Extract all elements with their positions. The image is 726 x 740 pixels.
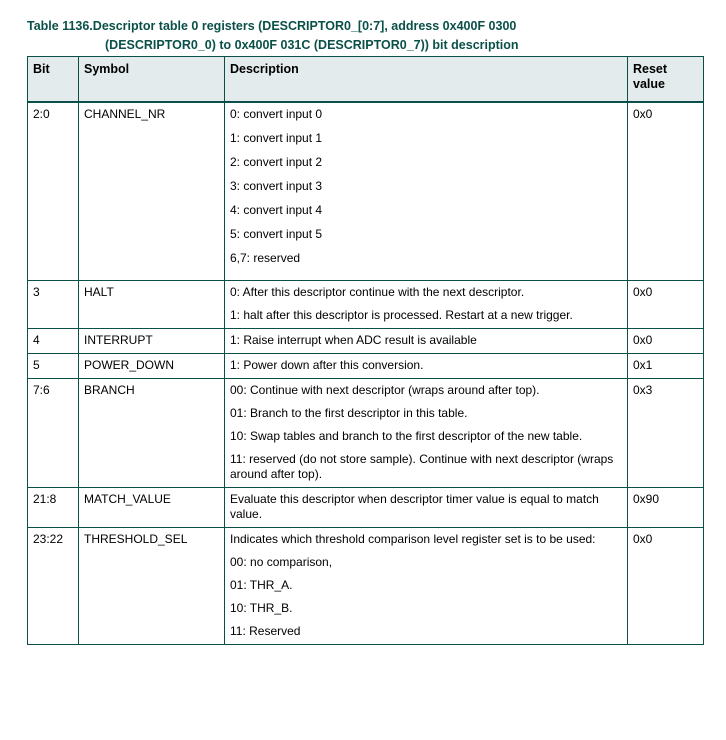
description-line: 00: no comparison, [230, 555, 333, 569]
table-body [28, 102, 704, 645]
table-row [28, 488, 704, 528]
cell-bit: 4 [28, 329, 79, 354]
column-header-reset-value: Reset value [628, 57, 704, 103]
cell-description [225, 379, 628, 488]
description-line: 1: Power down after this conversion. [230, 358, 424, 372]
cell-description [225, 354, 628, 379]
table-row [28, 102, 704, 281]
cell-symbol: BRANCH [79, 379, 225, 488]
description-line: 1: Raise interrupt when ADC result is available [230, 333, 477, 347]
cell-symbol: INTERRUPT [79, 329, 225, 354]
cell-description [225, 488, 628, 528]
description-line: 1: halt after this descriptor is processed. Restart at a new trigger. [230, 308, 573, 322]
table-caption [27, 17, 703, 55]
cell-reset-value: 0x0 [628, 281, 704, 329]
column-header-bit: Bit [28, 57, 79, 103]
cell-reset-value: 0x90 [628, 488, 704, 528]
cell-reset-value: 0x3 [628, 379, 704, 488]
register-bit-description-table [27, 56, 704, 645]
column-header-symbol: Symbol [79, 57, 225, 103]
cell-reset-value: 0x1 [628, 354, 704, 379]
cell-reset-value: 0x0 [628, 329, 704, 354]
cell-symbol: POWER_DOWN [79, 354, 225, 379]
description-line: 3: convert input 3 [230, 179, 323, 193]
description-line: 2: convert input 2 [230, 155, 323, 169]
table-row [28, 329, 704, 354]
cell-reset-value: 0x0 [628, 528, 704, 645]
table-row [28, 379, 704, 488]
description-line: 11: Reserved [230, 624, 301, 638]
description-line: 10: Swap tables and branch to the first descriptor of the new table. [230, 429, 583, 443]
cell-description [225, 528, 628, 645]
column-header-description: Description [225, 57, 628, 103]
description-line: 01: THR_A. [230, 578, 293, 592]
cell-description [225, 281, 628, 329]
description-line: 10: THR_B. [230, 601, 293, 615]
table-row [28, 281, 704, 329]
cell-bit: 23:22 [28, 528, 79, 645]
cell-bit: 7:6 [28, 379, 79, 488]
table-caption-line-1: Descriptor table 0 registers (DESCRIPTOR0_[0:7], address 0x400F 0300 [92, 19, 517, 33]
description-line: 1: convert input 1 [230, 131, 323, 145]
description-line: 0: After this descriptor continue with the next descriptor. [230, 285, 525, 299]
table-header [28, 57, 704, 103]
table-row [28, 354, 704, 379]
table-caption-line-2: (DESCRIPTOR0_0) to 0x400F 031C (DESCRIPTOR0_7)) bit description [105, 38, 519, 52]
cell-bit: 2:0 [28, 102, 79, 281]
table-header-row [28, 57, 704, 103]
cell-bit: 21:8 [28, 488, 79, 528]
description-line: 6,7: reserved [230, 251, 301, 265]
description-line: Indicates which threshold comparison level register set is to be used: [230, 532, 596, 546]
cell-description [225, 102, 628, 281]
cell-description [225, 329, 628, 354]
cell-symbol: HALT [79, 281, 225, 329]
cell-symbol: THRESHOLD_SEL [79, 528, 225, 645]
description-line: 5: convert input 5 [230, 227, 323, 241]
table-row [28, 528, 704, 645]
description-line: 4: convert input 4 [230, 203, 323, 217]
description-line: 11: reserved (do not store sample). Continue with next descriptor (wraps around after top). [230, 452, 614, 481]
cell-bit: 3 [28, 281, 79, 329]
description-line: 0: convert input 0 [230, 107, 323, 121]
description-line: Evaluate this descriptor when descriptor timer value is equal to match value. [230, 492, 599, 521]
cell-bit: 5 [28, 354, 79, 379]
cell-symbol: MATCH_VALUE [79, 488, 225, 528]
cell-symbol: CHANNEL_NR [79, 102, 225, 281]
table-caption-number: Table 1136. [27, 19, 93, 33]
cell-reset-value: 0x0 [628, 102, 704, 281]
description-line: 01: Branch to the first descriptor in this table. [230, 406, 468, 420]
description-line: 00: Continue with next descriptor (wraps around after top). [230, 383, 540, 397]
